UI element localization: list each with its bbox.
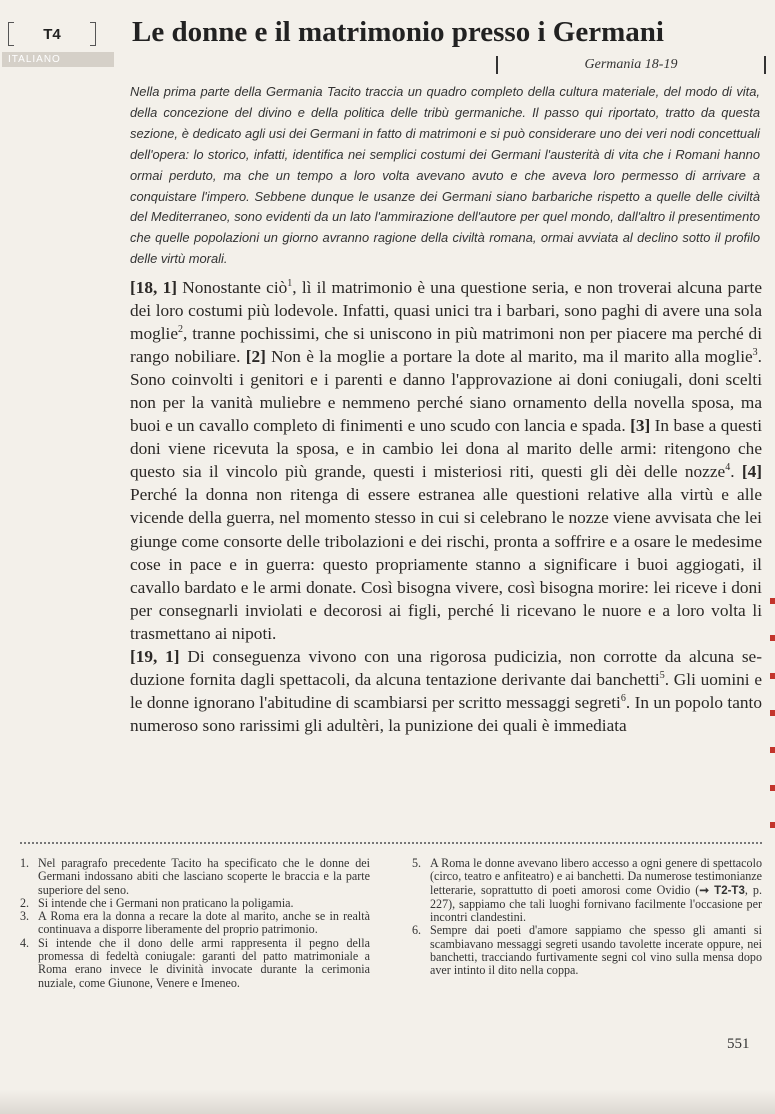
footnote-text: Si intende che il dono delle armi rappresenta il pegno della promessa di fedeltà coniugale: garanti del patto matrimoniale a Roma erano invece le divinità invocate durante la cerimonia nuziale, come Giunone, Venere e Imeneo. [38, 935, 370, 990]
text-span: , lì il matrimonio è una questione seria, e non troverai alcuna parte dei loro costumi più lodevole. Infatti, quasi unici tra i barbari, sono paghi di avere una sola moglie [130, 278, 763, 344]
text-span: Perché la donna non ritenga di essere estranea alle questioni relative alla virtù e alle vicende della guerra, nel momento stesso in cui si celebrano le nozze viene avvisata che lei giunge come consorte delle tribolazioni e dei rischi, pronta a soffrire e a osare le medesime cose in pace e in guerra: questo propriamente stanno a significare i buoi aggiogati, il cavallo bardato e le armi donate. Così bisogna vivere, così bisogna morire: lei riceve i doni per consegnarli inviolati e decorosi ai figli, perché li ricevano le nuore e a loro volta li trasmettano ai nipoti. [130, 485, 762, 643]
footnote-marker[interactable]: 3 [752, 347, 758, 359]
footnote [412, 857, 762, 924]
edge-mark [770, 785, 775, 791]
bracket-left-icon [8, 22, 14, 46]
page-bottom-shade [0, 1090, 775, 1114]
text-span: . In un popolo tanto numeroso sono rarissimi gli adultèri, la punizione dei quali è immediata [130, 692, 762, 735]
page-title: Le donne e il matrimonio presso i Germani [132, 16, 664, 48]
footnote-text: Si intende che i Germani non praticano la poligamia. [38, 895, 294, 910]
section-ref: [18, 1] [130, 278, 177, 297]
section-ref: [3] [630, 416, 651, 436]
page-number: 551 [727, 1036, 750, 1052]
source-reference [496, 55, 766, 75]
notes-column-left [20, 857, 370, 990]
text-span: In base a questi doni viene ricevuta la sposa, e in cambio lei dona al marito delle armi: ritengono che questo sia il vincolo più grande, questi i misteriosi riti, questi gli dèi delle nozze [130, 416, 763, 482]
footnote [412, 924, 762, 977]
footnote [20, 857, 370, 897]
edge-mark [770, 635, 775, 641]
footnote-marker[interactable]: 2 [178, 324, 183, 336]
section-ref: [2] [245, 347, 266, 367]
main-text [130, 276, 762, 737]
text-span: . Sono coinvolti i genitori e i parenti e danno l'approvazione ai doni coniugali, doni scelti non per la vanità muliebre e nemmeno perché siano ornamento della novella sposa, ma buoi e un cavallo completo di finimenti e uno scudo con lancia e spada. [130, 347, 762, 436]
footnote-marker[interactable]: 4 [725, 462, 731, 474]
text-span: , tranne pochissimi, che si uniscono in più matrimoni non per piacere ma perché di rango nobiliare. [130, 324, 762, 367]
divider [764, 56, 766, 74]
footnote-marker[interactable]: 6 [620, 693, 626, 705]
footnote-number: 5. [412, 856, 422, 870]
text-span: . [730, 462, 742, 482]
text-tag [8, 22, 96, 46]
footnote-number: 4. [20, 935, 30, 950]
cross-reference-link[interactable]: ➞ T2-T3 [699, 884, 745, 897]
edge-thumb-marks [770, 598, 775, 828]
notes-separator [20, 842, 762, 844]
intro-paragraph: Nella prima parte della Germania Tacito traccia un quadro completo della cultura materiale, del modo di vita, della concezione del divino e della politica delle tribù germaniche. Il passo qui riportato, tratto da questa sezione, è dedicato agli usi dei Germani in fatto di matrimoni e si può considerare uno dei veri nodi concettuali dell'opera: lo storico, infatti, identifica nei semplici costumi dei Germani l'austerità di vita che i Romani hanno ormai perduto, ma che un tempo a loro volta avevano avuto e che aveva loro permesso di arrivare a conquistare l'impero. Sebbene dunque le usanze dei Germani siano barbariche rispetto a quelle delle civiltà del Mediterraneo, sono evidenti da un lato l'ammirazione dell'autore per quel mondo, dall'altro il presentimento che quelle popolazioni un giorno avranno ragione della civiltà romana, ormai avviata al declino sotto il profilo delle virtù morali. [130, 84, 760, 267]
footnote-text: Nel paragrafo precedente Tacito ha specificato che le donne dei Germani indossano abiti che lasciano scoperte le braccia e la parte superiore del seno. [38, 856, 370, 897]
text-span: Di conseguenza vivono con una rigorosa pudicizia, non corrotte da alcuna seduzione fornita dagli spettacoli, da alcuna tentazione derivante dai banchetti [130, 646, 762, 689]
section-ref: [19, 1] [130, 646, 180, 666]
footnote [20, 897, 370, 910]
footnote [20, 937, 370, 990]
footnote-text: Sempre dai poeti d'amore sappiamo che spesso gli amanti si scambiavano messaggi segreti usando tavolette incerate oppure, nei banchetti, tracciando furtivamente segni col vino sulla mensa dopo aver intinto il dito nella coppa. [430, 923, 762, 978]
footnote-text [430, 857, 762, 924]
footnote-number: 2. [20, 895, 30, 910]
text-span: A Roma le donne avevano libero accesso a ogni genere di spettacolo (circo, teatro e anfiteatro) e ai banchetti. Da numerose testimonianze letterarie, soprattutto di poeti amorosi come Ovidio ( [430, 856, 762, 897]
edge-mark [770, 598, 775, 604]
text-span: Nonostante ciò [177, 278, 288, 297]
bracket-right-icon [90, 22, 96, 46]
language-badge: ITALIANO [2, 52, 114, 67]
text-span: , p. 227), sappiamo che tali luoghi fornivano facilmente l'occasione per incontri clandestini. [430, 882, 762, 925]
text-span: . Gli uomini e le donne ignorano l'abitudine di scambiarsi per scritto messaggi segreti [130, 669, 762, 712]
text-span: Non è la moglie a portare la dote al marito, ma il marito alla moglie [265, 347, 753, 367]
edge-mark [770, 710, 775, 716]
notes-column-right [412, 857, 762, 978]
footnote-marker[interactable]: 5 [659, 670, 665, 682]
edge-mark [770, 747, 775, 753]
source-reference-text: Germania 18-19 [584, 57, 678, 72]
text-tag-label: T4 [43, 25, 61, 43]
footnote [20, 910, 370, 937]
footnote-number: 6. [412, 923, 422, 938]
edge-mark [770, 673, 775, 679]
section-ref: [4] [741, 462, 763, 482]
footnote-marker[interactable]: 1 [287, 278, 293, 290]
footnote-number: 3. [20, 909, 30, 924]
footnote-number: 1. [20, 856, 30, 870]
edge-mark [770, 822, 775, 828]
footnote-text: A Roma era la donna a recare la dote al marito, anche se in realtà continuava a disporre liberamente del proprio patrimonio. [38, 909, 370, 937]
